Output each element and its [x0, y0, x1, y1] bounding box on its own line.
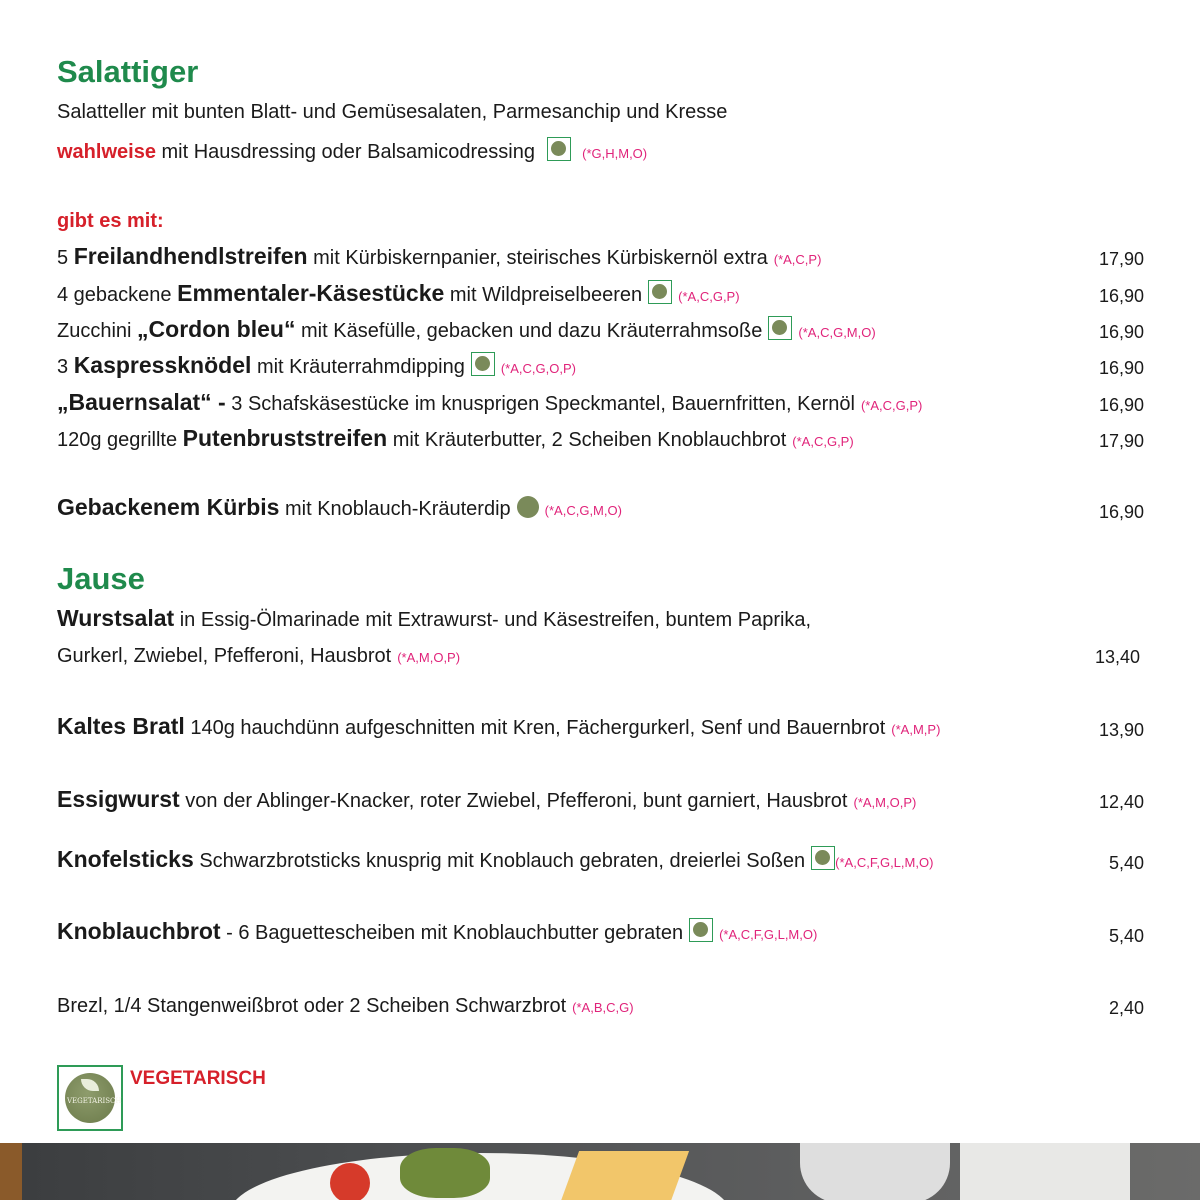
photo-cheese: [561, 1151, 689, 1200]
photo-tomato: [330, 1163, 370, 1200]
item-price: 16,90: [1098, 286, 1144, 306]
item-description: Schwarzbrotsticks knusprig mit Knoblauch gebraten, dreierlei Soßen: [193, 850, 806, 872]
vegetarian-badge-icon: [547, 137, 571, 161]
item-price: 16,90: [1098, 395, 1144, 415]
vegetarian-legend-badge: [57, 1065, 123, 1131]
item-prefix: 3: [57, 356, 74, 378]
item-description: mit Knoblauch-Kräuterdip: [279, 498, 511, 520]
item-prefix: 5: [57, 247, 74, 269]
allergen-codes: (*A,M,O,P): [853, 795, 917, 810]
allergen-codes: (*A,C,G,P): [860, 398, 923, 413]
menu-item-hendlstreifen: [57, 243, 821, 270]
vegetarian-badge-icon: [689, 918, 713, 942]
photo-greens: [400, 1148, 490, 1198]
section-title-jause: Jause: [57, 561, 145, 596]
item-description: mit Wildpreiselbeeren: [444, 284, 643, 306]
item-price: 13,90: [1098, 720, 1144, 740]
allergen-codes: (*A,M,P): [891, 722, 941, 737]
item-name: Emmentaler-Käsestücke: [177, 280, 445, 306]
allergen-codes: (*A,C,G,P): [792, 434, 854, 449]
menu-item-putenbrust: [57, 425, 854, 452]
item-price: 5,40: [1108, 853, 1144, 873]
item-name: Kaltes Bratl: [57, 713, 185, 739]
allergen-codes: (*G,H,M,O): [582, 146, 648, 161]
item-name: Knofelsticks: [57, 846, 194, 872]
legend-label: VEGETARISCH: [130, 1068, 266, 1089]
item-description: Gurkerl, Zwiebel, Pfefferoni, Hausbrot: [57, 645, 392, 667]
menu-item-kuerbis: [57, 494, 622, 521]
menu-item-bauernsalat: [57, 389, 922, 416]
item-description: mit Käsefülle, gebacken und dazu Kräuterrahmsoße: [295, 320, 763, 342]
item-name: Freilandhendlstreifen: [73, 243, 308, 269]
photo-dressing-cup: [800, 1143, 950, 1200]
allergen-codes: (*A,M,O,P): [397, 650, 461, 665]
item-name: Essigwurst: [57, 786, 180, 812]
photo-wood-edge: [0, 1143, 22, 1200]
item-price: 16,90: [1098, 502, 1144, 522]
vegetarian-badge-icon: [768, 316, 792, 340]
item-price: 13,40: [1094, 647, 1140, 667]
allergen-codes: (*A,C,G,O,P): [500, 361, 576, 376]
item-description: mit Kürbiskernpanier, steirisches Kürbiskernöl extra: [307, 247, 768, 269]
allergen-codes: (*A,C,F,G,L,M,O): [835, 855, 934, 870]
allergen-codes: (*A,C,G,M,O): [798, 325, 876, 340]
menu-item-wurstsalat-line2: [57, 645, 460, 668]
item-prefix: Zucchini: [57, 320, 138, 342]
menu-item-knoblauchbrot: [57, 918, 817, 945]
item-description: - 6 Baguettescheiben mit Knoblauchbutter gebraten: [220, 922, 684, 944]
photo-lace-doily: [960, 1143, 1130, 1200]
badge-text: VEGETARISCH: [67, 1097, 122, 1105]
item-prefix: 120g gegrillte: [57, 429, 183, 451]
item-prefix: 4 gebackene: [57, 284, 178, 306]
allergen-codes: (*A,B,C,G): [572, 1000, 634, 1015]
item-name: „Bauernsalat“ -: [57, 389, 226, 415]
menu-item-knofelsticks: [57, 846, 933, 873]
salattiger-dressing-option: [57, 137, 647, 164]
item-name: Knoblauchbrot: [57, 918, 221, 944]
item-price: 17,90: [1098, 431, 1144, 451]
item-description: mit Kräuterrahmdipping: [251, 356, 465, 378]
item-description: mit Kräuterbutter, 2 Scheiben Knoblauchbrot: [387, 429, 787, 451]
menu-item-essigwurst: [57, 786, 916, 813]
menu-item-kaltes-bratl: [57, 713, 940, 740]
item-price: 16,90: [1098, 322, 1144, 342]
allergen-codes: (*A,C,F,G,L,M,O): [719, 927, 818, 942]
item-price: 17,90: [1098, 249, 1144, 269]
item-price: 5,40: [1108, 926, 1144, 946]
salattiger-description: Salatteller mit bunten Blatt- und Gemüsesalaten, Parmesanchip und Kresse: [57, 101, 728, 123]
menu-item-wurstsalat: [57, 605, 811, 632]
item-description: 3 Schafskäsestücke im knusprigen Speckmantel, Bauernfritten, Kernöl: [225, 393, 855, 415]
food-photo: [0, 1143, 1200, 1200]
item-name: Kaspressknödel: [73, 352, 252, 378]
menu-item-brezl: [57, 995, 634, 1018]
menu-item-kaspressknoedel: [57, 352, 576, 379]
option-highlight: wahlweise: [57, 141, 156, 163]
vegetarian-badge-icon: [471, 352, 495, 376]
gibt-es-mit-label: gibt es mit:: [57, 210, 164, 232]
item-price: 16,90: [1098, 358, 1144, 378]
section-title-salattiger: Salattiger: [57, 54, 199, 89]
item-name: Gebackenem Kürbis: [57, 494, 280, 520]
item-name: „Cordon bleu“: [137, 316, 296, 342]
item-name: Wurstsalat: [57, 605, 175, 631]
menu-item-kaesestuecke: [57, 280, 740, 307]
item-price: 12,40: [1098, 792, 1144, 812]
item-description: von der Ablinger-Knacker, roter Zwiebel, Pfefferoni, bunt garniert, Hausbrot: [179, 790, 848, 812]
vegetarian-badge-icon: [648, 280, 672, 304]
vegetarian-badge-icon: [517, 496, 539, 518]
item-description: in Essig-Ölmarinade mit Extrawurst- und Käsestreifen, buntem Paprika,: [174, 609, 812, 631]
item-description: 140g hauchdünn aufgeschnitten mit Kren, Fächergurkerl, Senf und Bauernbrot: [184, 717, 886, 739]
allergen-codes: (*A,C,G,M,O): [544, 503, 622, 518]
item-name: Putenbruststreifen: [182, 425, 388, 451]
option-text: mit Hausdressing oder Balsamicodressing: [155, 141, 535, 163]
allergen-codes: (*A,C,P): [773, 252, 822, 267]
allergen-codes: (*A,C,G,P): [678, 289, 740, 304]
item-description: Brezl, 1/4 Stangenweißbrot oder 2 Scheiben Schwarzbrot: [57, 995, 567, 1017]
menu-item-cordon-bleu: [57, 316, 876, 343]
item-price: 2,40: [1108, 998, 1144, 1018]
vegetarian-badge-icon: [811, 846, 835, 870]
